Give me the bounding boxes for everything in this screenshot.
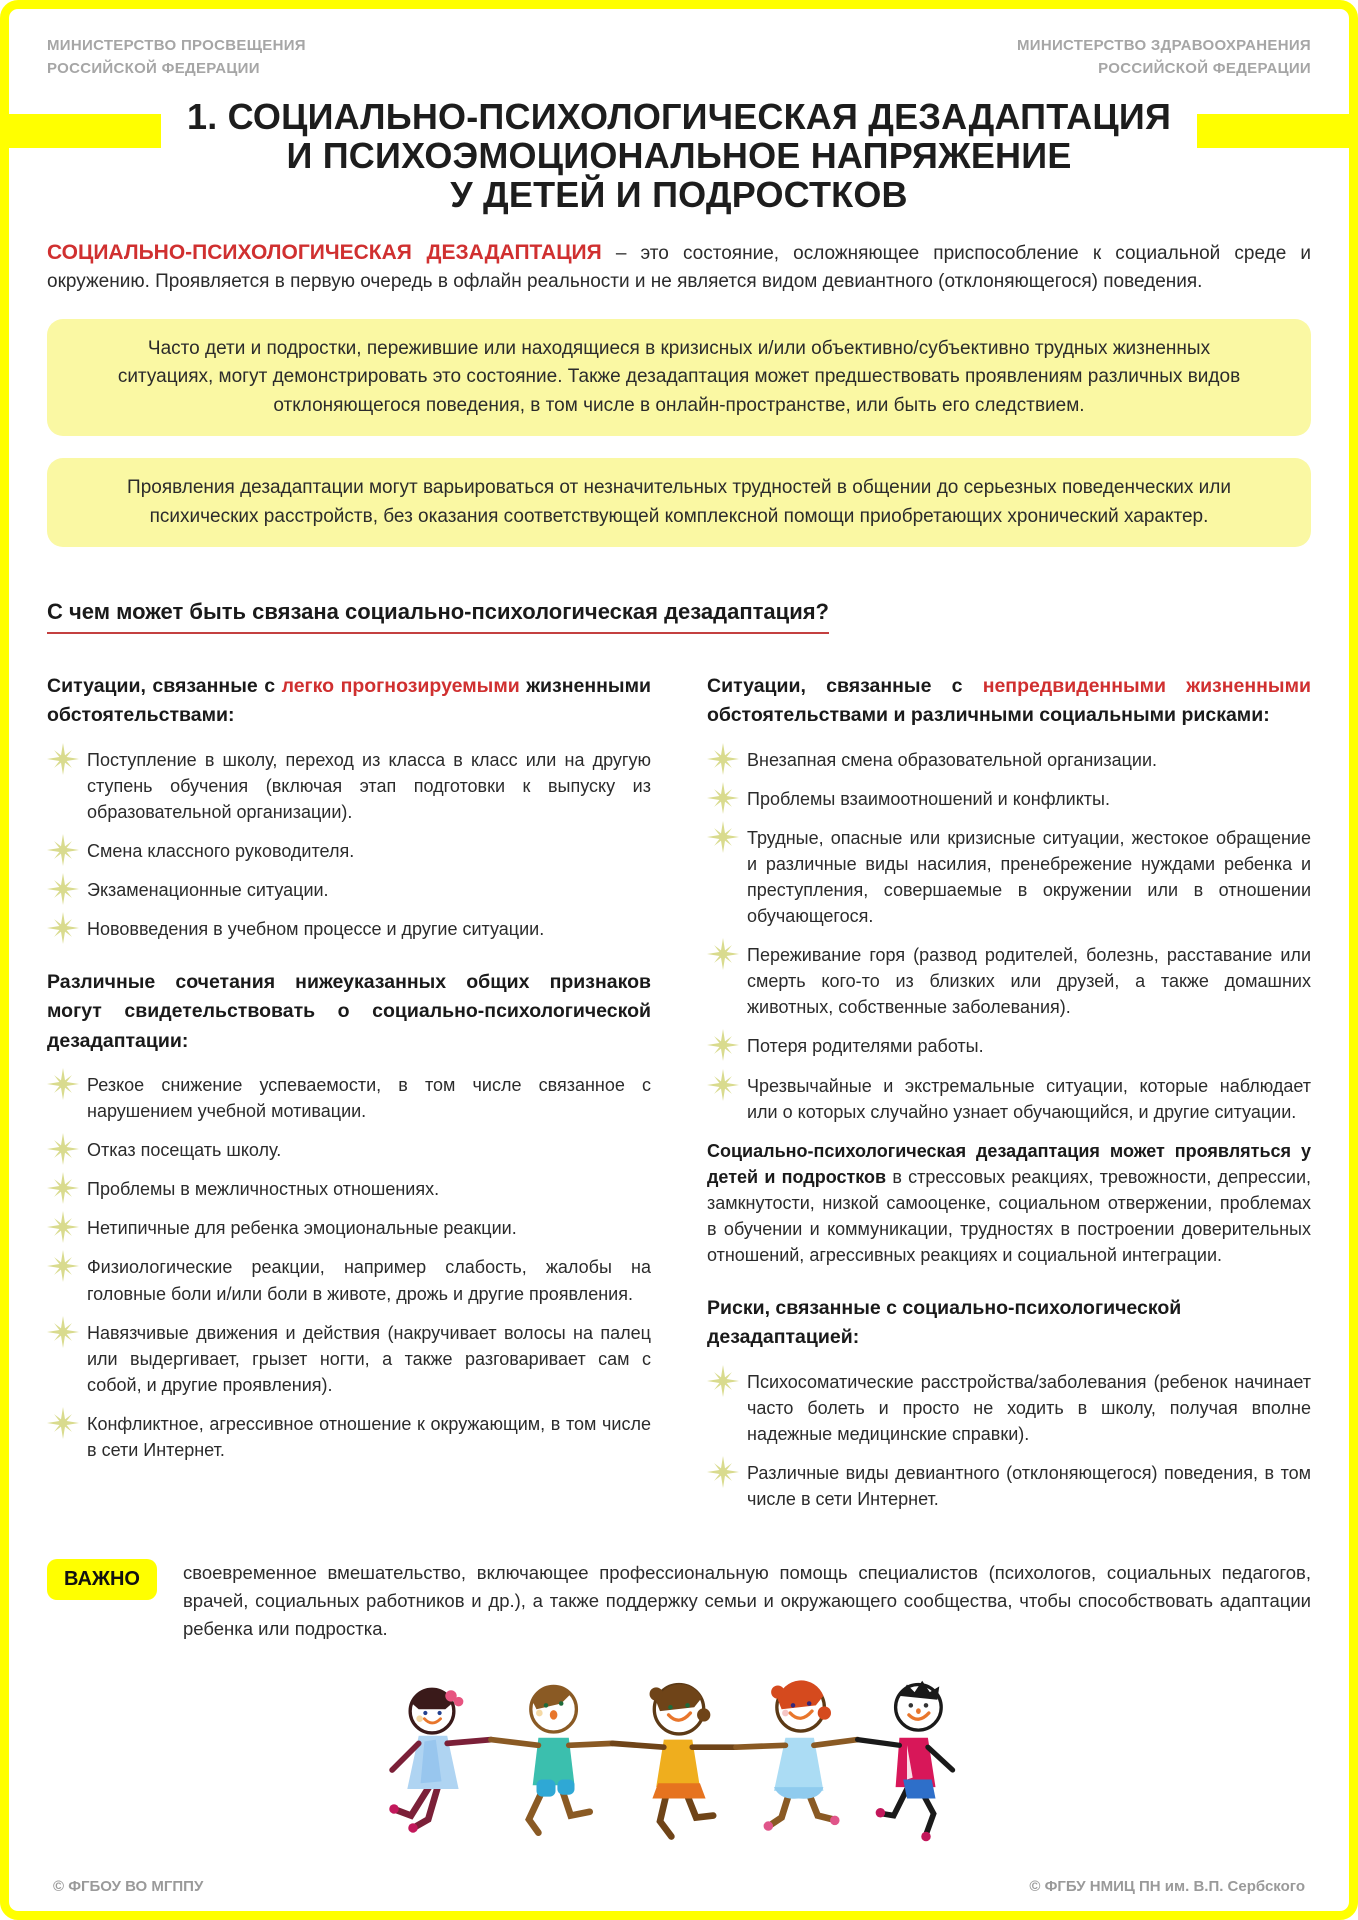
star-bullet-icon [47, 912, 79, 944]
list-item [707, 1369, 1311, 1447]
star-bullet-icon [47, 1068, 79, 1100]
list-item [707, 786, 1311, 812]
ministry-right-label [1017, 35, 1311, 80]
list-item [47, 916, 651, 942]
manifestation-paragraph [707, 1138, 1311, 1268]
ministry-left-line1: МИНИСТЕРСТВО ПРОСВЕЩЕНИЯ [47, 37, 306, 54]
star-bullet-icon [707, 1029, 739, 1061]
manifestation-lead: Социально-психологическая дезадаптация может проявляться у детей и подростков [707, 1140, 1311, 1187]
right-list-1 [707, 747, 1311, 1125]
left-list-2 [47, 1072, 651, 1463]
list-item-text: Экзаменационные ситуации. [87, 880, 329, 900]
list-item-text: Внезапная смена образовательной организации. [747, 749, 1158, 770]
list-item-text: Различные виды девиантного (отклоняющегося) поведения, в том числе в сети Интернет. [747, 1463, 1311, 1510]
manifestation-rest: в стрессовых реакциях, тревожности, депрессии, замкнутости, низкой самооценке, социальном отвержении, проблемах в обучении и коммуникации, трудностях в построении доверительных отношений, агрессивных реакциях и социальной интеграции. [707, 1166, 1311, 1266]
list-item [707, 747, 1311, 773]
left-heading1-red: легко прогнозируемыми [281, 675, 520, 698]
kid-lightblue-dress [736, 1681, 858, 1831]
header-ministries [47, 35, 1311, 80]
left-column [47, 672, 651, 1525]
left-list-1 [47, 747, 651, 943]
right-column-heading-1 [707, 672, 1311, 731]
list-item-text: Физиологические реакции, например слабость, жалобы на головные боли и/или боли в животе, дрожь и другие проявления. [87, 1257, 651, 1304]
list-item-text: Поступление в школу, переход из класса в класс или на другую ступень обучения (включая этап подготовки к выпуску из образовательной организации). [87, 749, 651, 822]
list-item [47, 838, 651, 864]
list-item-text: Резкое снижение успеваемости, в том числе связанное с нарушением учебной мотивации. [87, 1074, 651, 1122]
list-item [47, 1176, 651, 1202]
list-item-text: Проблемы в межличностных отношениях. [87, 1179, 440, 1200]
right-heading1-part1: Ситуации, связанные с [707, 675, 983, 698]
list-item [707, 1460, 1311, 1512]
list-item-text: Смена классного руководителя. [87, 840, 355, 861]
star-bullet-icon [47, 873, 79, 905]
right-heading1-red: непредвиденными жизненными [982, 675, 1311, 698]
two-column-section [47, 672, 1311, 1525]
list-item-text: Переживание горя (развод родителей, болезнь, расставание или смерть кого-то из близких или друзей, а также домашних животных, собственные заболевания). [747, 945, 1311, 1018]
list-item [707, 1073, 1311, 1125]
list-item-text: Проблемы взаимоотношений и конфликты. [747, 788, 1110, 809]
ministry-left-line2: РОССИЙСКОЙ ФЕДЕРАЦИИ [47, 59, 260, 77]
kid-yellow-dress [613, 1685, 737, 1837]
list-item-text: Трудные, опасные или кризисные ситуации, жестокое обращение и различные виды насилия, пренебрежение нуждами ребенка и преступления, совершаемые в окружении или в отношении обучающегося. [747, 827, 1311, 927]
ministry-left-label [47, 35, 306, 80]
page-title-line2: И ПСИХОЭМОЦИОНАЛЬНОЕ НАПРЯЖЕНИЕ [286, 134, 1072, 176]
list-item-text: Отказ посещать школу. [87, 1140, 282, 1161]
footer-credits [47, 1878, 1311, 1911]
ministry-right-line2: РОССИЙСКОЙ ФЕДЕРАЦИИ [1098, 59, 1311, 77]
kid-blue-dress [389, 1690, 491, 1833]
left-column-heading-1 [47, 672, 651, 731]
list-item [47, 877, 651, 903]
star-bullet-icon [47, 1211, 79, 1243]
star-bullet-icon [47, 1250, 79, 1282]
right-heading1-part2: обстоятельствами и различными социальными рисками: [707, 704, 1270, 727]
kid-magenta-vest [858, 1681, 953, 1842]
star-bullet-icon [707, 1365, 739, 1397]
list-item-text: Нетипичные для ребенка эмоциональные реакции. [87, 1218, 517, 1239]
list-item [47, 1072, 651, 1124]
important-badge: ВАЖНО [47, 1559, 157, 1600]
star-bullet-icon [707, 938, 739, 970]
list-item-text: Навязчивые движения и действия (накручивает волосы на палец или выдергивает, грызет ногти, а также разговаривает сам с собой, и другие проявления). [87, 1322, 651, 1395]
important-section [47, 1559, 1311, 1642]
list-item [47, 747, 651, 825]
intro-definition: – это состояние, осложняющее приспособление к социальной среде и окружению. Проявляется в первую очередь в офлайн реальности и не является видом девиантного (отклоняющегося) поведения. [47, 242, 1311, 293]
star-bullet-icon [47, 1407, 79, 1439]
list-item [707, 1033, 1311, 1059]
kid-teal-shirt [491, 1687, 613, 1833]
list-item [707, 942, 1311, 1020]
star-bullet-icon [47, 743, 79, 775]
list-item [47, 1254, 651, 1306]
star-bullet-icon [707, 821, 739, 853]
list-item-text: Потеря родителями работы. [747, 1036, 984, 1057]
note-box-2: Проявления дезадаптации могут варьироваться от незначительных трудностей в общении до серьезных поведенческих или психических расстройств, без оказания соответствующей комплексной помощи приобретающих хронический характер. [47, 458, 1311, 547]
list-item-text: Конфликтное, агрессивное отношение к окружающим, в том числе в сети Интернет. [87, 1413, 651, 1460]
intro-paragraph [47, 237, 1311, 297]
star-bullet-icon [47, 1316, 79, 1348]
star-bullet-icon [47, 834, 79, 866]
list-item [47, 1320, 651, 1398]
list-item [47, 1137, 651, 1163]
right-column [707, 672, 1311, 1525]
star-bullet-icon [47, 1172, 79, 1204]
list-item-text: Нововведения в учебном процессе и другие ситуации. [87, 919, 545, 940]
right-list-2 [707, 1369, 1311, 1512]
intro-lead-term: СОЦИАЛЬНО-ПСИХОЛОГИЧЕСКАЯ ДЕЗАДАПТАЦИЯ [47, 240, 602, 264]
list-item [47, 1411, 651, 1463]
ministry-right-line1: МИНИСТЕРСТВО ЗДРАВООХРАНЕНИЯ [1016, 37, 1311, 54]
page-title-line1: 1. СОЦИАЛЬНО-ПСИХОЛОГИЧЕСКАЯ ДЕЗАДАПТАЦИЯ [186, 96, 1172, 137]
page-title-line3: У ДЕТЕЙ И ПОДРОСТКОВ [450, 173, 908, 215]
note-box-1: Часто дети и подростки, пережившие или находящиеся в кризисных и/или объективно/субъективно трудных жизненных ситуациях, могут демонстрировать это состояние. Также дезадаптация может предшествовать проявлениям различных видов отклоняющегося поведения, в том числе в онлайн-пространстве, или быть его следствием. [47, 319, 1311, 437]
star-bullet-icon [707, 782, 739, 814]
list-item-text: Чрезвычайные и экстремальные ситуации, которые наблюдает или о которых случайно узнает обучающийся, и другие ситуации. [747, 1075, 1311, 1122]
title-banner [47, 96, 1311, 217]
footer-right-credit: © ФГБУ НМИЦ ПН им. В.П. Сербского [1029, 1878, 1305, 1895]
page-title [161, 96, 1197, 217]
star-bullet-icon [47, 1133, 79, 1165]
list-item-text: Психосоматические расстройства/заболевания (ребенок начинает часто болеть и просто не ходить в школу, получая вполне надежные медицинские справки). [747, 1371, 1311, 1444]
star-bullet-icon [707, 1456, 739, 1488]
section-question-heading: С чем может быть связана социально-психологическая дезадаптация? [47, 599, 829, 634]
important-text: своевременное вмешательство, включающее профессиональную помощь специалистов (психологов, социальных педагогов, врачей, социальных работников и др.), а также поддержку семьи и окружающего сообщества, чтобы способствовать адаптации ребенка или подростка. [182, 1562, 1311, 1639]
left-heading1-part2: жизненными обстоятельствами: [47, 675, 651, 727]
left-column-heading-2: Различные сочетания нижеуказанных общих признаков могут свидетельствовать о социально-психологической дезадаптации: [47, 971, 651, 1052]
left-heading1-part1: Ситуации, связанные с [47, 675, 282, 698]
list-item [47, 1215, 651, 1241]
right-column-heading-2: Риски, связанные с социально-психологической дезадаптацией: [707, 1297, 1182, 1349]
list-item [707, 825, 1311, 929]
star-bullet-icon [707, 743, 739, 775]
poster-content [9, 9, 1349, 1911]
footer-left-credit: © ФГБОУ ВО МГППУ [53, 1878, 204, 1895]
children-illustration [359, 1656, 999, 1851]
star-bullet-icon [707, 1069, 739, 1101]
